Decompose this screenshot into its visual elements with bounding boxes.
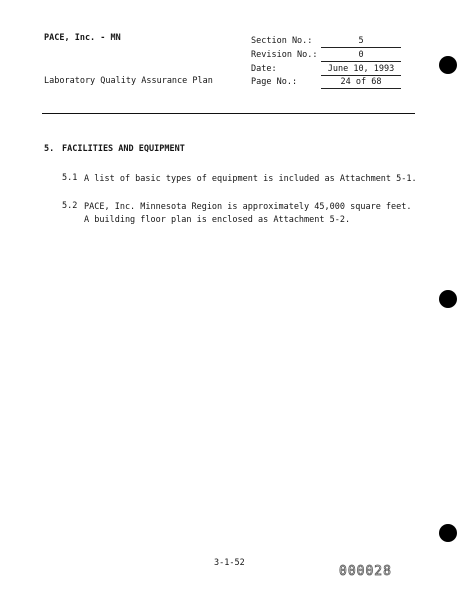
page-label: Page No.:	[251, 77, 298, 87]
binder-hole-bottom	[439, 524, 457, 542]
binder-hole-middle	[439, 290, 457, 308]
section-number: 5.	[44, 144, 55, 154]
page-value: 24 of 68	[321, 77, 401, 89]
item-text-5-2: PACE, Inc. Minnesota Region is approximately 45,000 square feet. A building floor plan is enclosed as Attachment 5-2.	[84, 202, 412, 225]
document-title: Laboratory Quality Assurance Plan	[44, 76, 213, 86]
revision-label: Revision No.:	[251, 50, 318, 60]
item-number-5-1: 5.1	[62, 173, 78, 183]
bates-stamp: 000028	[339, 564, 392, 579]
section-title: FACILITIES AND EQUIPMENT	[62, 144, 185, 154]
date-value: June 10, 1993	[321, 64, 401, 76]
section-label: Section No.:	[251, 36, 313, 46]
footer-page-code: 3-1-52	[214, 558, 245, 568]
date-label: Date:	[251, 64, 277, 74]
item-text-5-1: A list of basic types of equipment is included as Attachment 5-1.	[84, 174, 417, 184]
revision-value: 0	[321, 50, 401, 62]
item-number-5-2: 5.2	[62, 201, 78, 211]
header-divider	[42, 113, 415, 114]
company-name: PACE, Inc. - MN	[44, 33, 121, 43]
section-value: 5	[321, 36, 401, 48]
binder-hole-top	[439, 56, 457, 74]
